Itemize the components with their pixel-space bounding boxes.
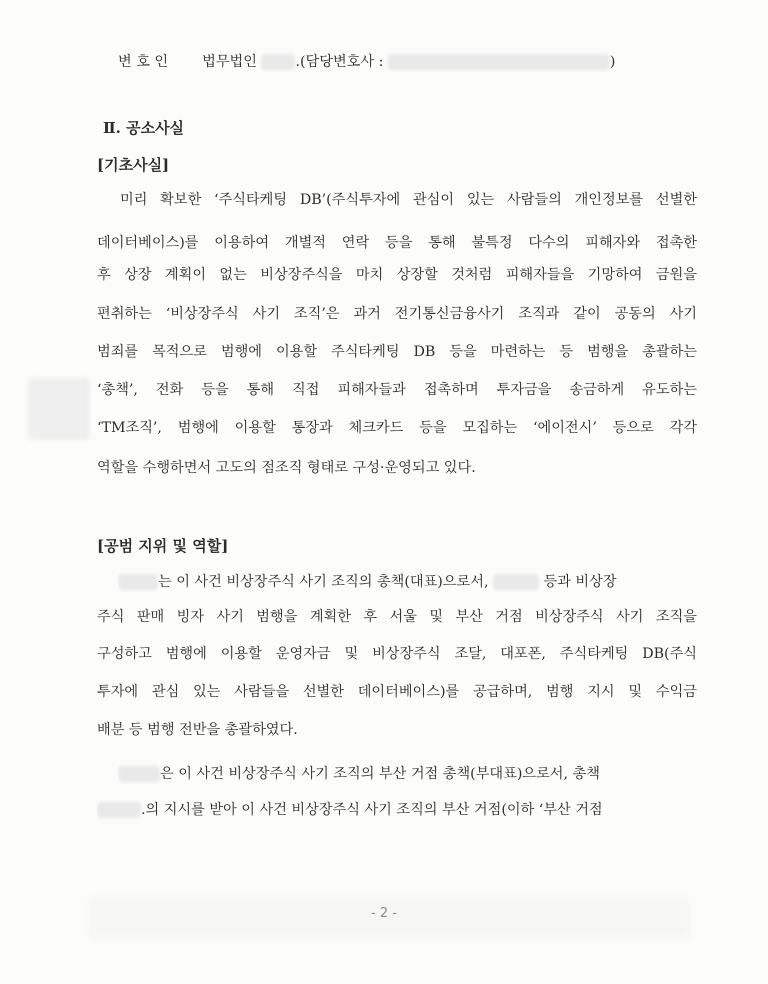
roles-line-6 bbox=[118, 764, 708, 784]
basic-facts-line-3: 후 상장 계획이 없는 비상장주식을 마치 상장할 것처럼 피해자들을 기망하여 금원을 bbox=[97, 267, 697, 283]
roles-line-5: 배분 등 범행 전반을 총괄하였다. bbox=[97, 722, 298, 738]
redacted-name-1 bbox=[118, 574, 158, 590]
roles-line-1-text-a: 는 이 사건 비상장주식 사기 조직의 총책(대표)으로서, bbox=[158, 574, 489, 590]
law-firm-prefix: 법무법인 bbox=[202, 54, 257, 70]
attorney-close: ) bbox=[609, 54, 616, 70]
counsel-line bbox=[118, 52, 615, 72]
page-number: - 2 - bbox=[371, 906, 397, 921]
roles-line-4: 투자에 관심 있는 사람들을 선별한 데이터베이스)를 공급하며, 범행 지시 및 수익금 bbox=[97, 684, 697, 700]
roles-line-7 bbox=[97, 800, 707, 820]
redacted-margin-mark bbox=[28, 378, 90, 440]
redacted-name-4 bbox=[97, 802, 141, 818]
roles-line-6-text: 은 이 사건 비상장주식 사기 조직의 부산 거점 총책(부대표)으로서, 총책 bbox=[160, 766, 600, 782]
attorney-label: .(담당변호사 : bbox=[295, 54, 384, 70]
redacted-name-2 bbox=[493, 574, 539, 590]
section-title: Ⅱ. 공소사실 bbox=[103, 119, 185, 137]
redacted-attorney-names bbox=[388, 54, 610, 70]
basic-facts-line-8: 역할을 수행하면서 고도의 점조직 형태로 구성·운영되고 있다. bbox=[97, 460, 476, 476]
basic-facts-line-1: 미리 확보한 ‘주식타케팅 DB’(주식투자에 관심이 있는 사람들의 개인정보를 선별한 bbox=[120, 192, 697, 208]
basic-facts-heading: [기초사실] bbox=[97, 156, 170, 174]
redacted-name-3 bbox=[118, 766, 160, 782]
roles-line-1-text-b: 등과 비상장 bbox=[543, 574, 617, 590]
counsel-label: 변 호 인 bbox=[118, 54, 169, 70]
basic-facts-line-2: 데이터베이스)를 이용하여 개별적 연락 등을 통해 불특정 다수의 피해자와 접촉한 bbox=[97, 235, 697, 251]
roles-heading: [공범 지위 및 역할] bbox=[97, 537, 229, 555]
basic-facts-line-7: ‘TM조직’, 범행에 이용할 통장과 체크카드 등을 모집하는 ‘에이전시’ 등으로 각각 bbox=[97, 420, 697, 436]
roles-line-2: 주식 판매 빙자 사기 범행을 계획한 후 서울 및 부산 거점 비상장주식 사기 조직을 bbox=[97, 609, 697, 625]
basic-facts-line-5: 범죄를 목적으로 범행에 이용할 주식타케팅 DB 등을 마련하는 등 범행을 총괄하는 bbox=[97, 344, 697, 360]
roles-line-1 bbox=[118, 572, 708, 592]
basic-facts-line-4: 편취하는 ‘비상장주식 사기 조직’은 과거 전기통신금융사기 조직과 같이 공동의 사기 bbox=[97, 306, 697, 322]
basic-facts-line-6: ‘총책’, 전화 등을 통해 직접 피해자들과 접촉하며 투자금을 송금하게 유도하는 bbox=[97, 382, 697, 398]
roles-line-7-text: .의 지시를 받아 이 사건 비상장주식 사기 조직의 부산 거점(이하 ‘부산 거점 bbox=[141, 802, 603, 818]
redacted-firm-name bbox=[261, 54, 295, 70]
roles-line-3: 구성하고 범행에 이용할 운영자금 및 비상장주식 조달, 대포폰, 주식타케팅 DB(주식 bbox=[97, 646, 697, 662]
